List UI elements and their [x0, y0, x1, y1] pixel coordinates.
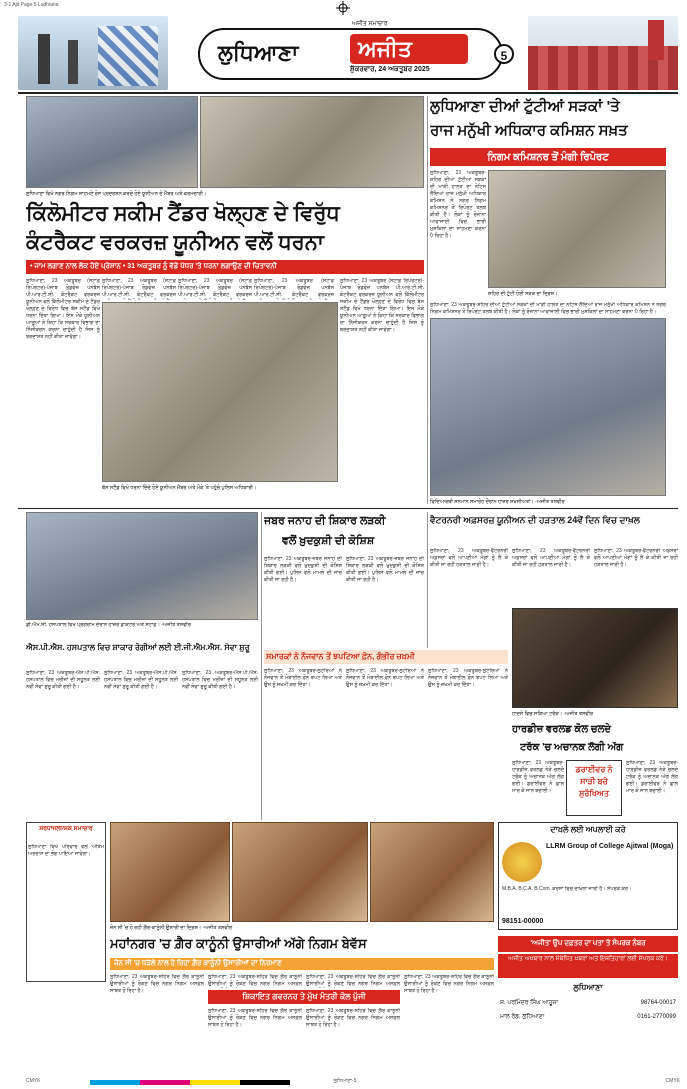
footer-right: CMYK	[665, 1078, 680, 1084]
story7-box-text: ਡਰਾਈਵਰ ਨੇ ਸਾੜੀ ਬਚੇ ਸੁਰੱਖਿਅਤ	[575, 765, 613, 798]
story6-headline: ਸਮਾਰਕਾਂ ਨੇ ਨੌਜਵਾਨ ਤੋਂ ਝਪਟਿਆ ਫ਼ੋਨ, ਗੰਭੀਰ ਜ਼ਖ਼ਮੀ	[266, 652, 415, 661]
story9-body-col2: ਲੁਧਿਆਣਾ, 23 ਅਕਤੂਬਰ-ਸ਼ਹਿਰ ਵਿਚ ਗ਼ੈਰ ਕਾਨੂੰਨੀ ਉਸਾਰੀਆਂ ਨੂੰ ਰੋਕਣ ਵਿਚ ਨਗਰ ਨਿਗਮ ਅਸਫ਼ਲ	[208, 974, 302, 987]
story1-body-col5: ਲੁਧਿਆਣਾ, 23 ਅਕਤੂਬਰ (ਸਟਾਫ਼ ਰਿਪੋਰਟਰ)-ਪੰਜਾਬ ਰੋਡਵੇਜ਼ ਪਨਬੱਸ ਪੀ.ਆਰ.ਟੀ.ਸੀ. ਕੰਟਰੈਕਟ ਵਰਕਰਜ਼ ਯੂਨੀਅਨ ਵਲੋਂ ਕਿੱਲੋਮੀਟਰ ਸਕੀਮ ਦੇ ਟੈਂਡਰ ਖੋਲ੍ਹਣ ਦੇ ਵਿਰੋਧ ਵਿਚ ਬੱਸ ਸਟੈਂਡ ਵਿਖੇ ਧਰਨਾ ਦਿੱਤਾ ਗਿਆ। ਇਸ ਮੌਕੇ ਯੂਨੀਅਨ ਆਗੂਆਂ ਨੇ ਕਿਹਾ ਕਿ ਸਰਕਾਰ ਵਿਭਾਗ ਦਾ ਨਿੱਜੀਕਰਨ ਕਰਨਾ ਚਾਹੁੰਦੀ ਹੈ ਜਿਸ ਨੂੰ ਬਰਦਾਸ਼ਤ ਨਹੀਂ ਕੀਤਾ ਜਾਵੇਗਾ।	[340, 278, 424, 333]
ajit-office-r2-phone: 0161-2770099	[637, 1014, 676, 1020]
story9-photo-caption: ਜ਼ੋਨ ਸੀ 'ਚ ਹੋ ਰਹੀ ਗ਼ੈਰ-ਕਾਨੂੰਨੀ ਉਸਾਰੀ ਦਾ ਦ੍ਰਿਸ਼। -ਅਜੀਤ ਤਸਵੀਰ	[110, 925, 233, 931]
story9-headline: ਮਹਾਂਨਗਰ 'ਚ ਗ਼ੈਰ ਕਾਨੂੰਨੀ ਉਸਾਰੀਆਂ ਅੱਗੇ ਨਿਗਮ ਬੇਵੱਸ	[110, 936, 367, 951]
ad-body: M.B.A. B.C.A. B.Com. ਕੋਰਸਾਂ ਵਿਚ ਦਾਖ਼ਲਾ ਜਾਰੀ ਹੈ। ਸੰਪਰਕ ਕਰੋ।	[502, 886, 632, 892]
story7-body-col1: ਲੁਧਿਆਣਾ, 23 ਅਕਤੂਬਰ-ਹਾਰਡੀਜ਼ ਵਰਲਡ ਨੇੜੇ ਚਲਦੇ ਟਰੱਕ ਨੂੰ ਅਚਾਨਕ ਅੱਗ ਲੱਗ ਗਈ। ਡਰਾਈਵਰ ਨੇ ਛਾਲ ਮਾਰ ਕੇ ਜਾਨ ਬਚਾਈ।	[512, 760, 564, 794]
ad-logo	[502, 842, 542, 882]
story5-body-col2: ਲੁਧਿਆਣਾ, 23 ਅਕਤੂਬਰ-ਵੈਟਰਨਰੀ ਅਫ਼ਸਰਾਂ ਵਲੋਂ ਆਪਣੀਆਂ ਮੰਗਾਂ ਨੂੰ ਲੈ ਕੇ ਕੀਤੀ ਜਾ ਰਹੀ ਹੜਤਾਲ ਜਾਰੀ ਹੈ।	[512, 548, 590, 568]
story9-photo-1	[110, 822, 230, 922]
story1-photo-trucks	[26, 96, 198, 188]
topline: 3-1 Ajit Page 5 Ludhiana	[4, 2, 59, 8]
story4-headline1: ਜਬਰ ਜਨਾਹ ਦੀ ਸ਼ਿਕਾਰ ਲੜਕੀ	[264, 515, 386, 527]
story1-body-col1: ਲੁਧਿਆਣਾ, 23 ਅਕਤੂਬਰ (ਸਟਾਫ਼ ਰਿਪੋਰਟਰ)-ਪੰਜਾਬ ਰੋਡਵੇਜ਼ ਪਨਬੱਸ ਪੀ.ਆਰ.ਟੀ.ਸੀ. ਕੰਟਰੈਕਟ ਵਰਕਰਜ਼ ਯੂਨੀਅਨ ਵਲੋਂ ਕਿੱਲੋਮੀਟਰ ਸਕੀਮ ਦੇ ਟੈਂਡਰ ਖੋਲ੍ਹਣ ਦੇ ਵਿਰੋਧ ਵਿਚ ਬੱਸ ਸਟੈਂਡ ਵਿਖੇ ਧਰਨਾ ਦਿੱਤਾ ਗਿਆ। ਇਸ ਮੌਕੇ ਯੂਨੀਅਨ ਆਗੂਆਂ ਨੇ ਕਿਹਾ ਕਿ ਸਰਕਾਰ ਵਿਭਾਗ ਦਾ ਨਿੱਜੀਕਰਨ ਕਰਨਾ ਚਾਹੁੰਦੀ ਹੈ ਜਿਸ ਨੂੰ ਬਰਦਾਸ਼ਤ ਨਹੀਂ ਕੀਤਾ ਜਾਵੇਗਾ।	[26, 278, 100, 340]
masthead	[18, 16, 678, 90]
ajit-office-city: ਲੁਧਿਆਣਾ	[573, 983, 603, 992]
story9-photo-3	[370, 822, 494, 922]
story7-photo	[512, 608, 678, 708]
story1-protest-photo	[102, 302, 338, 482]
story6-body-col2: ਲੁਧਿਆਣਾ, 23 ਅਕਤੂਬਰ-ਲੁਟੇਰਿਆਂ ਨੇ ਨੌਜਵਾਨ ਤੋਂ ਮੋਬਾਈਲ ਫ਼ੋਨ ਝਪਟ ਲਿਆ ਅਤੇ ਉਸ ਨੂੰ ਜ਼ਖ਼ਮੀ ਕਰ ਦਿੱਤਾ।	[346, 668, 424, 688]
story3-headline: ਐਸ.ਪੀ.ਐਸ. ਹਸਪਤਾਲ ਵਿਚ ਸ਼ਾਕਾਰ ਰੋਗੀਆਂ ਲਈ ਈ.ਜੀ.ਐਮ.ਐਸ. ਸੇਵਾ ਸ਼ੁਰੂ	[26, 643, 250, 652]
story6-body-col3: ਲੁਧਿਆਣਾ, 23 ਅਕਤੂਬਰ-ਲੁਟੇਰਿਆਂ ਨੇ ਨੌਜਵਾਨ ਤੋਂ ਮੋਬਾਈਲ ਫ਼ੋਨ ਝਪਟ ਲਿਆ ਅਤੇ ਉਸ ਨੂੰ ਜ਼ਖ਼ਮੀ ਕਰ ਦਿੱਤਾ।	[428, 668, 508, 688]
footer-center: ਲੁਧਿਆਣਾ-5	[333, 1078, 357, 1084]
story1-protest-caption: ਬੱਸ ਸਟੈਂਡ ਵਿਖੇ ਧਰਨਾ ਦਿੰਦੇ ਹੋਏ ਯੂਨੀਅਨ ਮੈਂਬਰ ਅਤੇ ਮੌਕੇ 'ਤੇ ਪਹੁੰਚੇ ਪੁਲਿਸ ਅਧਿਕਾਰੀ।	[102, 485, 257, 491]
story7-headline1: ਹਾਰਡੀਜ਼ ਵਰਲਡ ਕੋਲ ਚਲਦੇ	[512, 724, 611, 735]
masthead-city: ਲੁਧਿਆਣਾ	[218, 40, 299, 65]
story7-caption: ਹਾਦਸੇ ਵਿਚ ਸੜਿਆ ਟਰੱਕ। -ਅਜੀਤ ਤਸਵੀਰ	[512, 711, 594, 717]
story6-body-col1: ਲੁਧਿਆਣਾ, 23 ਅਕਤੂਬਰ-ਲੁਟੇਰਿਆਂ ਨੇ ਨੌਜਵਾਨ ਤੋਂ ਮੋਬਾਈਲ ਫ਼ੋਨ ਝਪਟ ਲਿਆ ਅਤੇ ਉਸ ਨੂੰ ਜ਼ਖ਼ਮੀ ਕਰ ਦਿੱਤਾ।	[264, 668, 342, 688]
ad-phone: 98151-00000	[502, 918, 544, 925]
story9-body-col1: ਲੁਧਿਆਣਾ, 23 ਅਕਤੂਬਰ-ਸ਼ਹਿਰ ਵਿਚ ਗ਼ੈਰ ਕਾਨੂੰਨੀ ਉਸਾਰੀਆਂ ਨੂੰ ਰੋਕਣ ਵਿਚ ਨਗਰ ਨਿਗਮ ਅਸਫ਼ਲ ਸਾਬਤ ਹੋ ਰਿਹਾ ਹੈ।	[110, 974, 204, 994]
page-number: 5	[494, 44, 514, 64]
story9-body-col3: ਲੁਧਿਆਣਾ, 23 ਅਕਤੂਬਰ-ਸ਼ਹਿਰ ਵਿਚ ਗ਼ੈਰ ਕਾਨੂੰਨੀ ਉਸਾਰੀਆਂ ਨੂੰ ਰੋਕਣ ਵਿਚ ਨਗਰ ਨਿਗਮ ਅਸਫ਼ਲ	[306, 974, 400, 987]
story9-sub: ਜ਼ੋਨ ਸੀ 'ਚ ਧੜੱਲੇ ਨਾਲ ਹੋ ਰਿਹਾ ਗ਼ੈਰ ਕਾਨੂੰਨੀ ਉਸਾਰੀਆਂ ਦਾ ਨਿਰਮਾਣ	[114, 960, 282, 967]
masthead-right-art	[528, 16, 678, 90]
ad-college: LLRM Group of College Ajitwal (Moga)	[546, 843, 674, 850]
ajit-office-headline: 'ਅਜੀਤ' ਉਪ ਦਫ਼ਤਰ ਦਾ ਪਤਾ ਤੇ ਸੰਪਰਕ ਨੰਬਰ	[498, 936, 678, 952]
story4-body-col1: ਲੁਧਿਆਣਾ, 23 ਅਕਤੂਬਰ-ਜਬਰ ਜਨਾਹ ਦੀ ਸ਼ਿਕਾਰ ਲੜਕੀ ਵਲੋਂ ਖ਼ੁਦਕੁਸ਼ੀ ਦੀ ਕੋਸ਼ਿਸ਼ ਕੀਤੀ ਗਈ। ਪੁਲਿਸ ਵਲੋਂ ਮਾਮਲੇ ਦੀ ਜਾਂਚ ਕੀਤੀ ਜਾ ਰਹੀ ਹੈ।	[264, 556, 342, 583]
story9-inner: ਸ਼ਿਕਾਇਤ ਗਵਰਨਰ ਤੇ ਮੁੱਖ ਮੰਤਰੀ ਕੋਲ ਪੁੱਜੀ	[208, 990, 400, 1004]
color-bar	[90, 1080, 290, 1085]
ajit-office-r2-name: ਮਾਲ ਰੋਡ, ਲੁਧਿਆਣਾ	[500, 1014, 545, 1020]
story1-body-col2: ਲੁਧਿਆਣਾ, 23 ਅਕਤੂਬਰ (ਸਟਾਫ਼ ਰਿਪੋਰਟਰ)-ਪੰਜਾਬ ਰੋਡਵੇਜ਼ ਪਨਬੱਸ ਪੀ.ਆਰ.ਟੀ.ਸੀ. ਕੰਟਰੈਕਟ ਵਰਕਰਜ਼	[102, 278, 176, 298]
ad-title: ਦਾਖ਼ਲੇ ਲਈ ਅਪਲਾਈ ਕਰੋ	[550, 825, 626, 834]
story5-body-col1: ਲੁਧਿਆਣਾ, 23 ਅਕਤੂਬਰ-ਵੈਟਰਨਰੀ ਅਫ਼ਸਰਾਂ ਵਲੋਂ ਆਪਣੀਆਂ ਮੰਗਾਂ ਨੂੰ ਲੈ ਕੇ ਕੀਤੀ ਜਾ ਰਹੀ ਹੜਤਾਲ ਜਾਰੀ ਹੈ।	[430, 548, 508, 568]
registration-mark	[336, 1, 350, 15]
masthead-date: ਸ਼ੁੱਕਰਵਾਰ, 24 ਅਕਤੂਬਰ 2025	[350, 66, 430, 73]
story4-headline2: ਵਲੋਂ ਖ਼ੁਦਕੁਸ਼ੀ ਦੀ ਕੋਸ਼ਿਸ਼	[282, 535, 375, 547]
story2-body-col1: ਲੁਧਿਆਣਾ, 23 ਅਕਤੂਬਰ-ਸ਼ਹਿਰ ਦੀਆਂ ਟੁੱਟੀਆਂ ਸੜਕਾਂ ਦੀ ਮਾੜੀ ਹਾਲਤ ਦਾ ਨੋਟਿਸ ਲੈਂਦਿਆਂ ਰਾਜ ਮਨੁੱਖੀ ਅਧਿਕਾਰ ਕਮਿਸ਼ਨ ਨੇ ਨਗਰ ਨਿਗਮ ਕਮਿਸ਼ਨਰ ਤੋਂ ਰਿਪੋਰਟ ਤਲਬ ਕੀਤੀ ਹੈ। ਲੋਕਾਂ ਨੂੰ ਰੋਜ਼ਾਨਾ ਆਵਾਜਾਈ ਵਿਚ ਭਾਰੀ ਮੁਸ਼ਕਿਲਾਂ ਦਾ ਸਾਹਮਣਾ ਕਰਨਾ ਪੈ ਰਿਹਾ ਹੈ।	[430, 170, 486, 239]
story9-body-col2b: ਲੁਧਿਆਣਾ, 23 ਅਕਤੂਬਰ-ਸ਼ਹਿਰ ਵਿਚ ਗ਼ੈਰ ਕਾਨੂੰਨੀ ਉਸਾਰੀਆਂ ਨੂੰ ਰੋਕਣ ਵਿਚ ਨਗਰ ਨਿਗਮ ਅਸਫ਼ਲ ਸਾਬਤ ਹੋ ਰਿਹਾ ਹੈ।	[208, 1008, 302, 1028]
story8-body: ਲੁਧਿਆਣਾ ਵਿਖੇ ਪਰਿਵਾਰ ਵਲੋਂ ਅੰਤਿਮ ਅਰਦਾਸ ਦਾ ਭੋਗ ਪਾਇਆ ਜਾਵੇਗਾ।	[28, 844, 104, 857]
story7-body-col2: ਲੁਧਿਆਣਾ, 23 ਅਕਤੂਬਰ-ਹਾਰਡੀਜ਼ ਵਰਲਡ ਨੇੜੇ ਚਲਦੇ ਟਰੱਕ ਨੂੰ ਅਚਾਨਕ ਅੱਗ ਲੱਗ ਗਈ। ਡਰਾਈਵਰ ਨੇ ਛਾਲ ਮਾਰ ਕੇ ਜਾਨ ਬਚਾਈ।	[626, 760, 678, 794]
story1-body-col3: ਲੁਧਿਆਣਾ, 23 ਅਕਤੂਬਰ (ਸਟਾਫ਼ ਰਿਪੋਰਟਰ)-ਪੰਜਾਬ ਰੋਡਵੇਜ਼ ਪਨਬੱਸ ਪੀ.ਆਰ.ਟੀ.ਸੀ. ਕੰਟਰੈਕਟ ਵਰਕਰਜ਼	[178, 278, 252, 298]
story1-photo-protest	[200, 96, 424, 188]
story3-photo	[26, 512, 258, 620]
story9-body-col4: ਲੁਧਿਆਣਾ, 23 ਅਕਤੂਬਰ-ਸ਼ਹਿਰ ਵਿਚ ਗ਼ੈਰ ਕਾਨੂੰਨੀ ਉਸਾਰੀਆਂ ਨੂੰ ਰੋਕਣ ਵਿਚ ਨਗਰ ਨਿਗਮ ਅਸਫ਼ਲ ਸਾਬਤ ਹੋ ਰਿਹਾ ਹੈ।	[404, 974, 494, 994]
ajit-office-r1-name: ਸ. ਪਰਮਿੰਦਰ ਸਿੰਘ ਆਹੂਜਾ	[500, 1000, 559, 1006]
story8-title: ਸ਼ਰਧਾਂਜਲੀ/ਸ਼ੋਕ ਸਮਾਚਾਰ	[39, 826, 93, 832]
story2-sub: ਨਿਗਮ ਕਮਿਸ਼ਨਰ ਤੋਂ ਮੰਗੀ ਰਿਪੋਰਟ	[430, 148, 666, 166]
story1-headline1: ਕਿੱਲੋਮੀਟਰ ਸਕੀਮ ਟੈਂਡਰ ਖੋਲ੍ਹਣ ਦੇ ਵਿਰੁੱਧ	[26, 202, 340, 225]
story3-caption: ਡੀ.ਐਮ.ਸੀ. ਹਸਪਤਾਲ ਵਿਖੇ ਪ੍ਰੋਗਰਾਮ ਦੌਰਾਨ ਹਾਜ਼ਰ ਡਾਕਟਰ ਅਤੇ ਸਟਾਫ਼। -ਅਜੀਤ ਤਸਵੀਰ	[26, 622, 191, 628]
story2-group-caption: ਵਿਦਿਆਰਥੀ ਸਨਮਾਨ ਸਮਾਰੋਹ ਦੌਰਾਨ ਹਾਜ਼ਰ ਸ਼ਖ਼ਸੀਅਤਾਂ। -ਅਜੀਤ ਤਸਵੀਰ	[430, 499, 565, 505]
story5-headline: ਵੈਟਰਨਰੀ ਅਫ਼ਸਰਜ਼ ਯੂਨੀਅਨ ਦੀ ਹੜਤਾਲ 24ਵੇਂ ਦਿਨ ਵਿਚ ਦਾਖ਼ਲ	[430, 515, 640, 525]
story1-photo-caption: ਲੁਧਿਆਣਾ ਵਿਖੇ ਨਗਰ ਨਿਗਮ ਸਾਹਮਣੇ ਰੋਸ ਪ੍ਰਦਰਸ਼ਨ ਕਰਦੇ ਹੋਏ ਯੂਨੀਅਨ ਦੇ ਮੈਂਬਰ ਅਤੇ ਕਰਮਚਾਰੀ।	[26, 191, 207, 197]
story2-body-col3: ਲੁਧਿਆਣਾ, 23 ਅਕਤੂਬਰ-ਸ਼ਹਿਰ ਦੀਆਂ ਟੁੱਟੀਆਂ ਸੜਕਾਂ ਦੀ ਮਾੜੀ ਹਾਲਤ ਦਾ ਨੋਟਿਸ ਲੈਂਦਿਆਂ ਰਾਜ ਮਨੁੱਖੀ ਅਧਿਕਾਰ ਕਮਿਸ਼ਨ ਨੇ ਨਗਰ ਨਿਗਮ ਕਮਿਸ਼ਨਰ ਤੋਂ ਰਿਪੋਰਟ ਤਲਬ ਕੀਤੀ ਹੈ। ਲੋਕਾਂ ਨੂੰ ਰੋਜ਼ਾਨਾ ਆਵਾਜਾਈ ਵਿਚ ਭਾਰੀ ਮੁਸ਼ਕਿਲਾਂ ਦਾ ਸਾਹਮਣਾ ਕਰਨਾ ਪੈ ਰਿਹਾ ਹੈ।	[430, 302, 666, 315]
story4-body-col2: ਲੁਧਿਆਣਾ, 23 ਅਕਤੂਬਰ-ਜਬਰ ਜਨਾਹ ਦੀ ਸ਼ਿਕਾਰ ਲੜਕੀ ਵਲੋਂ ਖ਼ੁਦਕੁਸ਼ੀ ਦੀ ਕੋਸ਼ਿਸ਼ ਕੀਤੀ ਗਈ। ਪੁਲਿਸ ਵਲੋਂ ਮਾਮਲੇ ਦੀ ਜਾਂਚ ਕੀਤੀ ਜਾ ਰਹੀ ਹੈ।	[346, 556, 424, 583]
story3-body-col1: ਲੁਧਿਆਣਾ, 23 ਅਕਤੂਬਰ-ਐਸ.ਪੀ.ਐਸ. ਹਸਪਤਾਲ ਵਿਚ ਮਰੀਜ਼ਾਂ ਦੀ ਸਹੂਲਤ ਲਈ ਨਵੀਂ ਸੇਵਾ ਸ਼ੁਰੂ ਕੀਤੀ ਗਈ ਹੈ।	[26, 670, 100, 690]
masthead-tag: ਅਜੀਤ ਸਮਾਚਾਰ	[352, 21, 388, 27]
story7-headline2: ਟਰੱਕ 'ਚ ਅਚਾਨਕ ਲੱਗੀ ਅੱਗ	[520, 742, 624, 753]
ajit-office-body: ਅਜੀਤ ਅਖ਼ਬਾਰ ਨਾਲ ਸੰਬੰਧਿਤ ਖ਼ਬਰਾਂ ਅਤੇ ਇਸ਼ਤਿਹਾਰਾਂ ਲਈ ਸੰਪਰਕ ਕਰੋ।	[508, 956, 668, 962]
story9-photo-2	[232, 822, 368, 922]
story2-road-photo	[488, 170, 666, 288]
masthead-brand: ਅਜੀਤ	[358, 36, 412, 61]
masthead-left-art	[18, 16, 168, 90]
story9-body-col3b: ਲੁਧਿਆਣਾ, 23 ਅਕਤੂਬਰ-ਸ਼ਹਿਰ ਵਿਚ ਗ਼ੈਰ ਕਾਨੂੰਨੀ ਉਸਾਰੀਆਂ ਨੂੰ ਰੋਕਣ ਵਿਚ ਨਗਰ ਨਿਗਮ ਅਸਫ਼ਲ ਸਾਬਤ ਹੋ ਰਿਹਾ ਹੈ।	[306, 1008, 400, 1028]
story1-headline2: ਕੰਟਰੈਕਟ ਵਰਕਰਜ਼ ਯੂਨੀਅਨ ਵਲੋਂ ਧਰਨਾ	[26, 231, 324, 254]
story3-body-col2: ਲੁਧਿਆਣਾ, 23 ਅਕਤੂਬਰ-ਐਸ.ਪੀ.ਐਸ. ਹਸਪਤਾਲ ਵਿਚ ਮਰੀਜ਼ਾਂ ਦੀ ਸਹੂਲਤ ਲਈ ਨਵੀਂ ਸੇਵਾ ਸ਼ੁਰੂ ਕੀਤੀ ਗਈ ਹੈ।	[104, 670, 178, 690]
story2-headline2: ਰਾਜ ਮਨੁੱਖੀ ਅਧਿਕਾਰ ਕਮਿਸ਼ਨ ਸਖ਼ਤ	[430, 122, 628, 139]
story1-body-col4: ਲੁਧਿਆਣਾ, 23 ਅਕਤੂਬਰ (ਸਟਾਫ਼ ਰਿਪੋਰਟਰ)-ਪੰਜਾਬ ਰੋਡਵੇਜ਼ ਪਨਬੱਸ ਪੀ.ਆਰ.ਟੀ.ਸੀ. ਕੰਟਰੈਕਟ ਵਰਕਰਜ਼	[254, 278, 334, 298]
story5-body-col3: ਲੁਧਿਆਣਾ, 23 ਅਕਤੂਬਰ-ਵੈਟਰਨਰੀ ਅਫ਼ਸਰਾਂ ਵਲੋਂ ਆਪਣੀਆਂ ਮੰਗਾਂ ਨੂੰ ਲੈ ਕੇ ਕੀਤੀ ਜਾ ਰਹੀ ਹੜਤਾਲ ਜਾਰੀ ਹੈ।	[594, 548, 678, 568]
footer-left: CMYK	[26, 1078, 41, 1084]
ajit-office-r1-phone: 98764-00017	[640, 1000, 676, 1006]
masthead-title-box	[198, 21, 503, 80]
story1-sub: • ਜਾਮ ਲਗਾਣ ਨਾਲ ਲੋਕ ਹੋਏ ਪ੍ਰੇਸ਼ਾਨ • 31 ਅਕਤੂਬਰ ਨੂੰ ਵੱਡੇ ਪੱਧਰ 'ਤੇ ਧਰਨਾ ਲਗਾਉਣ ਦੀ ਚਿਤਾਵਨੀ	[30, 263, 277, 270]
story3-body-col3: ਲੁਧਿਆਣਾ, 23 ਅਕਤੂਬਰ-ਐਸ.ਪੀ.ਐਸ. ਹਸਪਤਾਲ ਵਿਚ ਮਰੀਜ਼ਾਂ ਦੀ ਸਹੂਲਤ ਲਈ ਨਵੀਂ ਸੇਵਾ ਸ਼ੁਰੂ ਕੀਤੀ ਗਈ ਹੈ।	[182, 670, 258, 690]
story2-group-photo	[430, 318, 666, 496]
story2-headline1: ਲੁਧਿਆਣਾ ਦੀਆਂ ਟੁੱਟੀਆਂ ਸੜਕਾਂ 'ਤੇ	[430, 98, 620, 115]
story2-road-caption: ਸ਼ਹਿਰ ਦੀ ਟੁੱਟੀ ਹੋਈ ਸੜਕ ਦਾ ਦ੍ਰਿਸ਼।	[488, 291, 558, 297]
